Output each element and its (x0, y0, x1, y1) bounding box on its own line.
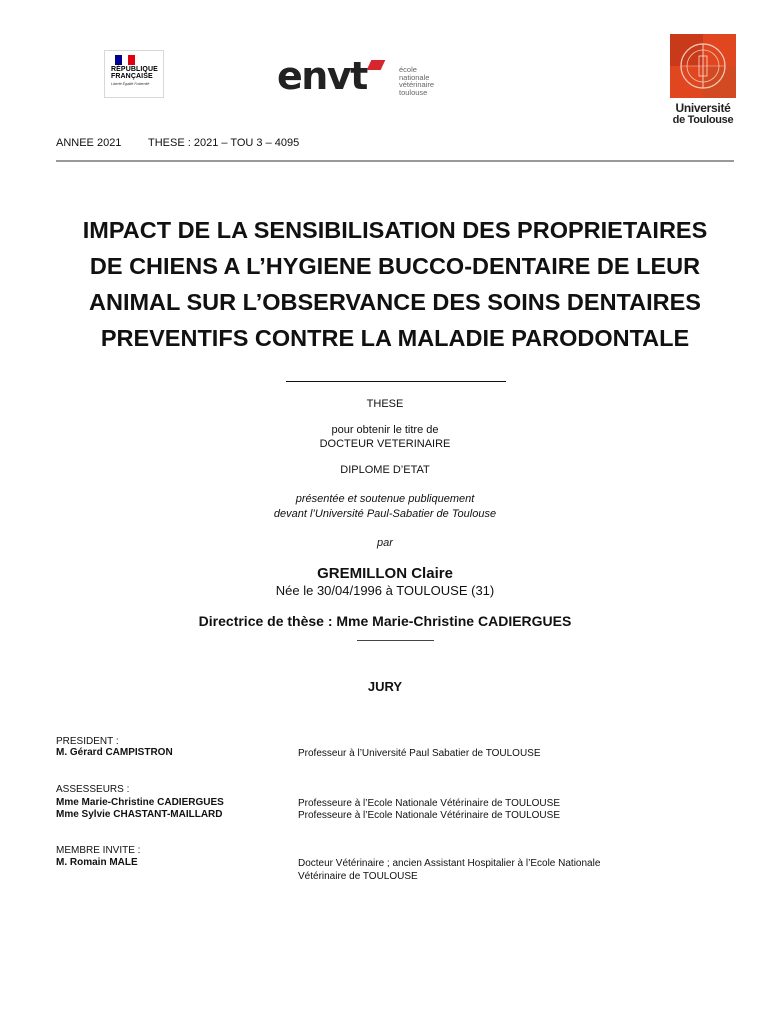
author-name: GREMILLON Claire (317, 565, 453, 582)
title-underline (286, 381, 506, 382)
pour-obtenir-text: pour obtenir le titre de (331, 424, 439, 436)
republique-francaise-logo (104, 50, 164, 98)
devant-text: devant l’Université Paul-Sabatier de Toulouse (273, 508, 497, 520)
thesis-title (40, 212, 750, 356)
diplome-text: DIPLOME D’ETAT (340, 464, 430, 476)
envt-accent-mark (367, 60, 386, 70)
title-line3: ANIMAL SUR L’OBSERVANCE DES SOINS DENTAIRES (89, 289, 701, 315)
republique-line1: RÉPUBLIQUE (111, 66, 158, 73)
membre-invite-name: M. Romain MALE (56, 857, 138, 868)
title-line2: DE CHIENS A L’HYGIENE BUCCO-DENTAIRE DE LEUR (89, 253, 701, 279)
envt-subtitle (399, 66, 434, 96)
docteur-title: DOCTEUR VETERINAIRE (319, 438, 451, 450)
universite-toulouse-logo (668, 30, 738, 130)
republique-motto: Liberté Égalité Fraternité (111, 82, 150, 86)
envt-wordmark: envt (277, 54, 367, 98)
thesis-reference (56, 137, 299, 149)
universite-line1: Université (675, 101, 731, 115)
marianne-icon (115, 55, 135, 65)
jury-heading: JURY (367, 679, 403, 694)
membre-role-line2: Vétérinaire de TOULOUSE (298, 871, 418, 882)
membre-invite-label: MEMBRE INVITE : (56, 845, 141, 856)
these-label: THESE (366, 398, 404, 410)
membre-invite-role (298, 857, 698, 883)
universite-line2: de Toulouse (672, 114, 734, 126)
envt-logo (277, 54, 457, 102)
president-role: Professeur à l’Université Paul Sabatier de TOULOUSE (298, 748, 541, 759)
title-line1: IMPACT DE LA SENSIBILISATION DES PROPRIETAIRES (82, 217, 708, 243)
assesseur1-name: Mme Marie-Christine CADIERGUES (56, 797, 224, 808)
president-name: M. Gérard CAMPISTRON (56, 747, 173, 758)
thesis-director: Directrice de thèse : Mme Marie-Christine CADIERGUES (198, 613, 572, 629)
envt-sub-line2: nationale (399, 72, 430, 82)
assesseur2-role: Professeure à l’Ecole Nationale Vétérinaire de TOULOUSE (298, 810, 560, 821)
assesseur1-role: Professeure à l’Ecole Nationale Vétérinaire de TOULOUSE (298, 798, 560, 809)
envt-sub-line4: toulouse (399, 87, 428, 97)
assesseur2-name: Mme Sylvie CHASTANT-MAILLARD (56, 809, 223, 820)
president-label: PRESIDENT : (56, 736, 119, 747)
membre-role-line1: Docteur Vétérinaire ; ancien Assistant Hospitalier à l’Ecole Nationale (298, 858, 601, 869)
presentee-text: présentée et soutenue publiquement (295, 493, 475, 505)
envt-sub-line1: école (399, 65, 417, 74)
title-line4: PREVENTIFS CONTRE LA MALADIE PARODONTALE (100, 325, 690, 351)
assesseurs-label: ASSESSEURS : (56, 784, 130, 795)
header-divider (56, 160, 734, 162)
republique-line2: FRANÇAISE (111, 73, 153, 80)
director-divider (357, 640, 434, 641)
author-birth: Née le 30/04/1996 à TOULOUSE (31) (275, 583, 495, 598)
envt-sub-line3: vétérinaire (399, 80, 435, 89)
thesis-year: ANNEE 2021 (56, 137, 122, 149)
par-text: par (377, 537, 393, 549)
university-seal-icon (670, 34, 736, 98)
thesis-number: THESE : 2021 – TOU 3 – 4095 (148, 137, 300, 149)
